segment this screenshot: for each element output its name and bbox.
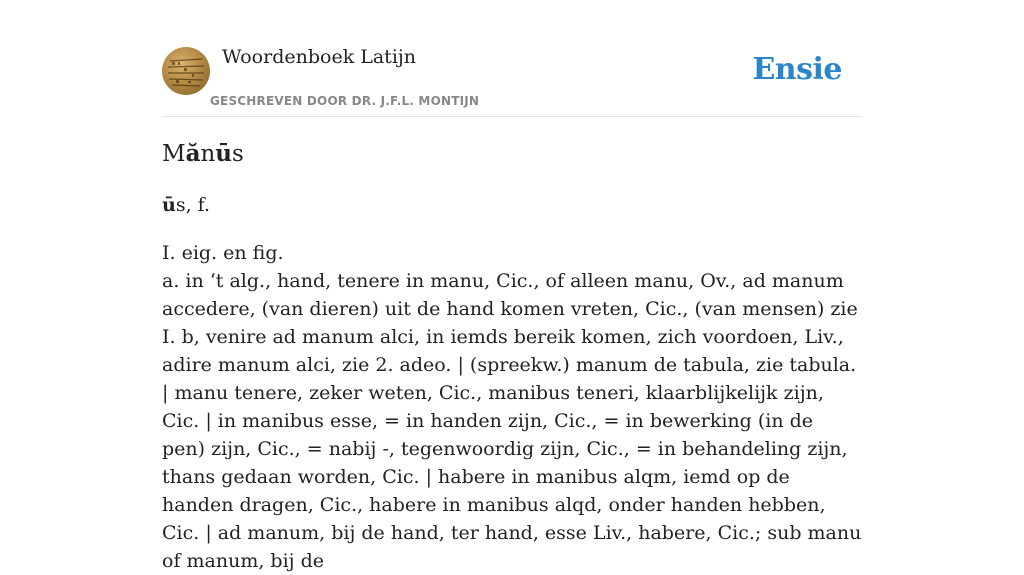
headword-part: s — [232, 141, 244, 167]
book-cover-icon[interactable] — [162, 47, 210, 95]
brand-logo[interactable]: Ensie — [752, 52, 842, 87]
headword-part: M — [162, 141, 186, 167]
page — [162, 0, 862, 572]
book-cover-icon-graphic — [162, 47, 210, 95]
headword — [162, 140, 244, 167]
headword-part: ū — [215, 140, 233, 167]
author-credit: GESCHREVEN DOOR DR. J.F.L. MONTIJN — [210, 94, 480, 108]
definition — [162, 239, 862, 575]
headword-part: ă — [185, 140, 201, 167]
definition-body: a. in ‘t alg., hand, tenere in manu, Cic., of alleen manu, Ov., ad manum accedere, (van dieren) uit de hand komen vreten, Cic., (van mensen) zie I. b, venire ad manum alci, in iemds bereik komen, zich voordoen, Liv., adire manum alci, zie 2. adeo. | (spreekw.) manum de tabula, zie tabula. | manu tenere, zeker weten, Cic., manibus teneri, klaarblijkelijk zijn, Cic. | in manibus esse, = in handen zijn, Cic., = in bewerking (in de pen) zijn, Cic., = nabij -, tegenwoordig zijn, Cic., = in behandeling zijn, thans gedaan worden, Cic. | habere in manibus alqm, iemd op de handen dragen, Cic., habere in manibus alqd, onder handen hebben, Cic. | ad manum, bij de hand, ter hand, esse Liv., habere, Cic.; sub manu of manum, bij de — [162, 270, 862, 572]
section-heading: I. eig. en fig. — [162, 242, 284, 264]
headword-part: n — [200, 141, 216, 167]
header — [162, 0, 862, 117]
grammar-info — [162, 194, 210, 216]
grammar-bold: ū — [162, 194, 176, 216]
grammar-rest: s, f. — [175, 194, 211, 216]
book-title[interactable]: Woordenboek Latijn — [222, 46, 417, 68]
